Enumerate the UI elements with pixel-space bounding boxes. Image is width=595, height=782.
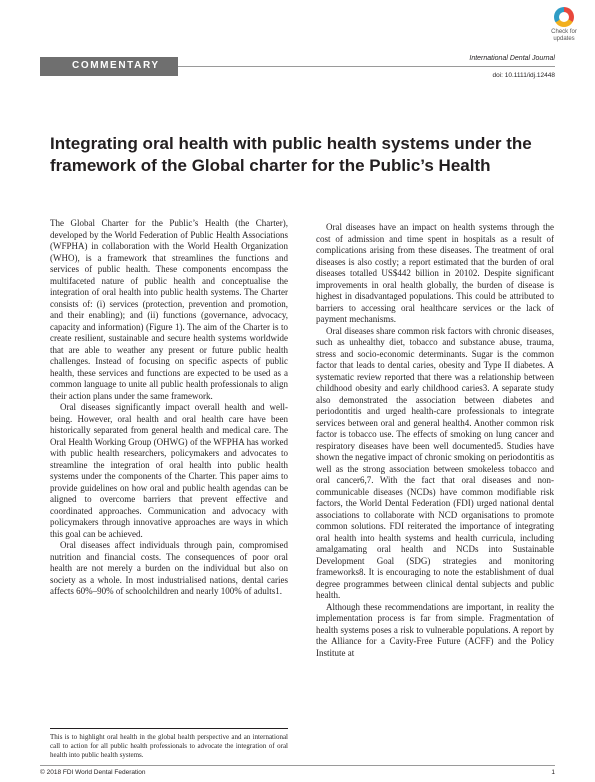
section-label: COMMENTARY [72, 60, 160, 71]
footer-rule [40, 765, 555, 766]
left-column [50, 218, 288, 598]
section-badge [40, 57, 178, 76]
crossmark-icon [554, 7, 574, 27]
paragraph: The Global Charter for the Public’s Health (the Charter), developed by the World Federation of Public Health Associations (WFPHA) in collaboration with the World Health Organization (WHO), is a framework that streamlines the functions and services of public health. These components encompass the multifaceted nature of public health and conceptualise the integration of oral health into public health systems. The Charter consists of: (i) services (protection, prevention and promotion, and their enabling); and (ii) functions (governance, advocacy, capacity and information) (Figure 1). The aim of the Charter is to create resilient, sustainable and secure health systems worldwide that are able to weather any present or future public health challenges. Instead of focusing on specific aspects of public health, these services and functions are expected to be used as a common language to unite all public health professionals to align their action plans under the same framework. [50, 218, 288, 401]
crossmark-label: Check for updates [551, 29, 577, 42]
paragraph: Oral diseases affect individuals through pain, compromised nutrition and financial costs. The consequences of poor oral health are not merely a burden on the individual but also on society as a whole. In most industrialised nations, dental caries affects 60%–90% of schoolchildren and nearly 100% of adults1. [50, 540, 288, 596]
page-number: 1 [551, 769, 555, 776]
paragraph: Oral diseases have an impact on health systems through the cost of admission and time spent in hospitals as a result of complications arising from these diseases. The treatment of oral diseases is also costly; a report estimated that the burden of oral diseases totalled US$442 billion in 20102. Despite significant improvements in oral health globally, the burden of disease is highest in disadvantaged populations. This could be attributed to barriers to accessing oral healthcare services or the lack of payment mechanisms. [316, 222, 554, 324]
check-for-updates-badge[interactable] [544, 5, 584, 51]
doi-link[interactable]: doi: 10.1111/idj.12448 [492, 72, 555, 79]
footnote: This is to highlight oral health in the global health perspective and an international call to action for all public health professionals to advocate the integration of oral health into public health systems. [50, 733, 288, 759]
article-title: Integrating oral health with public health systems under the framework of the Global charter for the Public’s Health [50, 134, 532, 175]
header-rule [178, 66, 555, 67]
paragraph: Oral diseases significantly impact overall health and well-being. However, oral health and oral health care have been historically separated from general health and medical care. The Oral Health Working Group (OHWG) of the WFPHA has worked with public health researchers, policymakers and advocates to streamline the integration of oral health into public health systems under the components of the Charter. This paper aims to provide guidelines on how oral and public health agendas can be aligned to overcome barriers that prevent effective and coordinated approaches. Communication and advocacy with policymakers through innovative approaches are ways in which this goal can be achieved. [50, 402, 288, 539]
footnote-rule [50, 728, 288, 729]
paragraph: Although these recommendations are important, in reality the implementation process is far from simple. Fragmentation of health systems poses a risk to vulnerable populations. A report by the Alliance for a Cavity-Free Future (ACFF) and the Policy Institute at [316, 601, 554, 658]
journal-name: International Dental Journal [469, 55, 555, 62]
right-column [316, 222, 554, 659]
copyright: © 2018 FDI World Dental Federation [40, 769, 146, 776]
paragraph: Oral diseases share common risk factors with chronic diseases, such as unhealthy diet, tobacco and substance abuse, trauma, stress and socio-economic determinants. Sugar is the common factor that leads to dental caries, obesity and Type II diabetes. A systematic review reported that there was a relationship between childhood obesity and early childhood caries3. A separate study also demonstrated the association between diabetes and periodontitis and urged health-care professionals to integrate services between oral and general health4. Another common risk factor is tobacco use. The effects of smoking on lung cancer and respiratory diseases have been well documented5. Studies have shown the negative impact of chronic smoking on periodontitis as well as the strong association between smokeless tobacco and oral cancer6,7. With the fact that oral diseases and non-communicable diseases (NCDs) have common modifiable risk factors, the World Dental Federation (FDI) urged national dental associations to collaborate with NCD organisations to promote common solutions. FDI reiterated the importance of integrating oral health into health systems and health curricula, including amalgamating oral health and NCDs into Sustainable Development Goal (SDG) strategies and monitoring frameworks8. It is encouraging to note the establishment of dual degree programmes between clinical dental subjects and public health. [316, 325, 554, 600]
